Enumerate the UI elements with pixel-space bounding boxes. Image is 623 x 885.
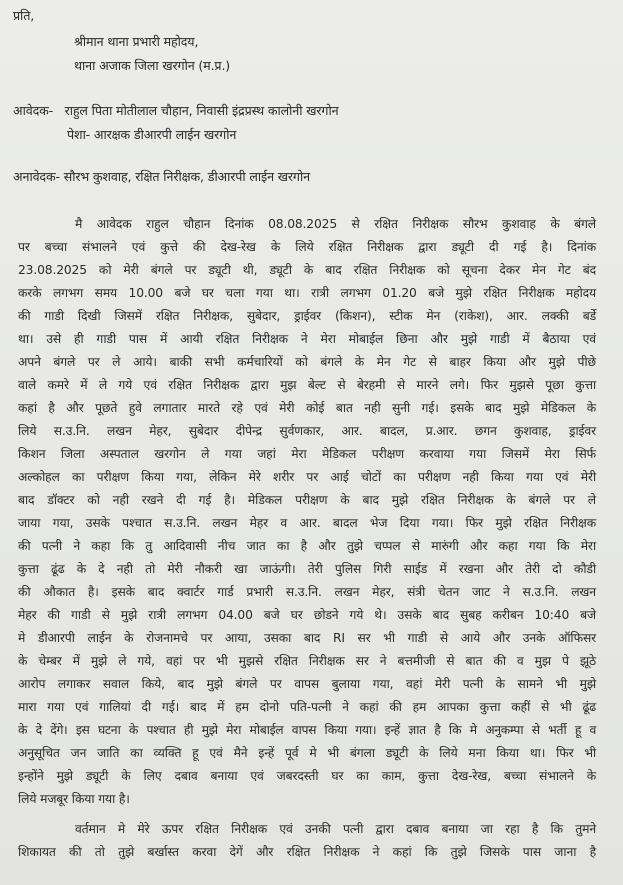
recipient-line-2: थाना अजाक जिला खरगोन (म.प्र.) <box>74 58 231 73</box>
body-line: 23.08.2025 को मेरी बंगले पर ड्यूटी थी, ड्यूटी के बाद रक्षित निरीक्षक को सूचना देकर मेन गेट बंद <box>18 263 596 277</box>
body-line: के चेम्बर में मुझे ले गये, वहां पर भी मुझसे रक्षित निरीक्षक सर ने बत्तमीजी से बात की व मुझ पे झूठे <box>18 654 596 668</box>
body-line: अपने बंगले पर ले आये। बाकी सभी कर्मचारियों को बंगले के मेन गेट से बाहर किया और मुझे पीछे <box>18 355 596 369</box>
body-line: मै आवेदक राहुल चौहान दिनांक 08.08.2025 से रक्षित निरीक्षक सौरभ कुशवाह के बंगले <box>75 217 596 231</box>
body-line: मे डीआरपी लाईन के रोजनामचे पर आया, उसका बाद RI सर भी गाडी से आये और उनके ऑफिसर <box>18 631 596 645</box>
body-line: अनुसूचित जन जाति का व्यक्ति हू एवं मैने इन्हें पूर्व मे भी बंगला ड्यूटी के लिये मना किया था। फिर भी <box>18 746 596 760</box>
body-line: लिये मजबूर किया गया है। <box>18 792 130 806</box>
body-line: बाद डॉक्टर को नही रखने दी गई है। मेडिकल परीक्षण के बाद मुझे रक्षित निरीक्षक के बंगले पर ले <box>18 493 596 507</box>
body-line: मारा गया एवं गालियां दी गई। बाद में हम दोनो पति-पत्नी ने कहां की हम आपका कुत्ता कहीं से भी ढूंढ <box>18 700 596 714</box>
body-line: कुत्ता ढूंढ के दे नही तो मेरी नौकरी खा जाऊंगी। तेरी पुलिस गिरी साईड में रखना और तेरी दो कौडी <box>18 562 596 576</box>
body-line: लिये स.उ.नि. लखन मेहर, सुबेदार दीपेन्द्र सुर्वणकार, आर. बादल, प्र.आर. छगन कुशवाह, ड्राईवर <box>18 424 596 438</box>
body-line: की पत्नी ने कहा कि तु आदिवासी नीच जात का है और तुझे चप्पल से मारुंगी और कहा गया कि मेरा <box>18 539 596 553</box>
body-line: मेहर की गाडी से मुझे रात्री लगभग 04.00 बजे घर छोडने गये थे। उसके बाद सुबह करीबन 10:40 बजे <box>18 608 596 622</box>
body-line: की गाडी दिखी जिसमें रक्षित निरीक्षक, सुबेदार, ड्राईवर (किशन), स्टीक मेन (राकेश), आर. लक्की बर्डे <box>18 309 596 323</box>
salutation: प्रति, <box>13 8 35 23</box>
body-line: इन्होंने मुझे ड्यूटी के लिए दबाव बनाया एवं जबरदस्ती घर का काम, कुत्ता देख-रेख, बच्चा संभालने के <box>18 769 596 783</box>
applicant-line: आवेदक- राहुल पिता मोतीलाल चौहान, निवासी इंद्रप्रस्थ कालोनी खरगोन <box>13 103 339 118</box>
body-line: आरोप लगाकर सवाल किये, बाद मुझे बंगले पर वापस बुलाया गया, वहां मेरी पत्नी के सामने भी मुझे <box>18 677 596 691</box>
body-line: था। उसे ही गाडी पास में आयी रक्षित निरीक्षक ने मेरा मोबाईल छिना और मुझे गाडी में बैठाया एवं <box>18 332 596 346</box>
body-line: वाले कमरे में ले गये एवं रक्षित निरीक्षक द्वारा मुझ बेल्ट से बेरहमी से मारने लगे। फिर मुझसे पूछा कुत्ता <box>18 378 596 392</box>
body-line: के दे देंगे। इस घटना के पश्चात ही मुझे मेरा मोबाईल वापस किया गया। इन्हें ज्ञात है कि मे अनुकम्पा से भर्ती हू व <box>18 723 596 737</box>
applicant-occupation: पेशा- आरक्षक डीआरपी लाईन खरगोन <box>67 127 237 142</box>
body-line: जाया गया, उसके पश्चात स.उ.नि. लखन मेहर व आर. बादल भेज दिया गया। फिर मुझे रक्षित निरीक्षक <box>18 516 596 530</box>
body-line: शिकायत की तो तुझे बर्खास्त करवा देगें और रक्षित निरीक्षक ने कहां कि तुझे जिसके पास जाना है <box>18 845 596 859</box>
body-line: पर बच्चा संभालने एवं कुत्ते की देख-रेख के लिये रक्षित निरीक्षक द्वारा ड्यूटी दी गई है। दिनांक <box>18 240 596 254</box>
body-line: किशन जिला अस्पताल खरगोन ले गया जहां मेरा मेडिकल परीक्षण करवाया गया जिसमें मेरा सिर्फ <box>18 447 596 461</box>
respondent-line: अनावेदक- सौरभ कुशवाह, रक्षित निरीक्षक, डीआरपी लाईन खरगोन <box>13 169 310 184</box>
recipient-line-1: श्रीमान थाना प्रभारी महोदय, <box>74 34 199 49</box>
body-line: करके लगभग समय 10.00 बजे घर चला गया था। रात्री लगभग 01.20 बजे मुझे रक्षित निरीक्षक महोदय <box>18 286 596 300</box>
body-line: अल्कोहल का परीक्षण किया गया, लेकिन मेरे शरीर पर आई चोटों का परीक्षण नही किया गया एवं मेरी <box>18 470 596 484</box>
body-line: की औकात है। इसके बाद क्वार्टर गार्ड प्रभारी स.उ.नि. लखन मेहर, संत्री चेतन जाट ने स.उ.नि. लखन <box>18 585 596 599</box>
body-line: वर्तमान मे मेरे ऊपर रक्षित निरीक्षक एवं उनकी पत्नी द्वारा दबाव बनाया जा रहा है कि तुमने <box>75 822 596 836</box>
body-line: कहां है और पूछते हुवे लगातार मारते रहे एवं मेरी कोई बात नही सुनी गई। इसके बाद मुझे मेडिकल के <box>18 401 596 415</box>
